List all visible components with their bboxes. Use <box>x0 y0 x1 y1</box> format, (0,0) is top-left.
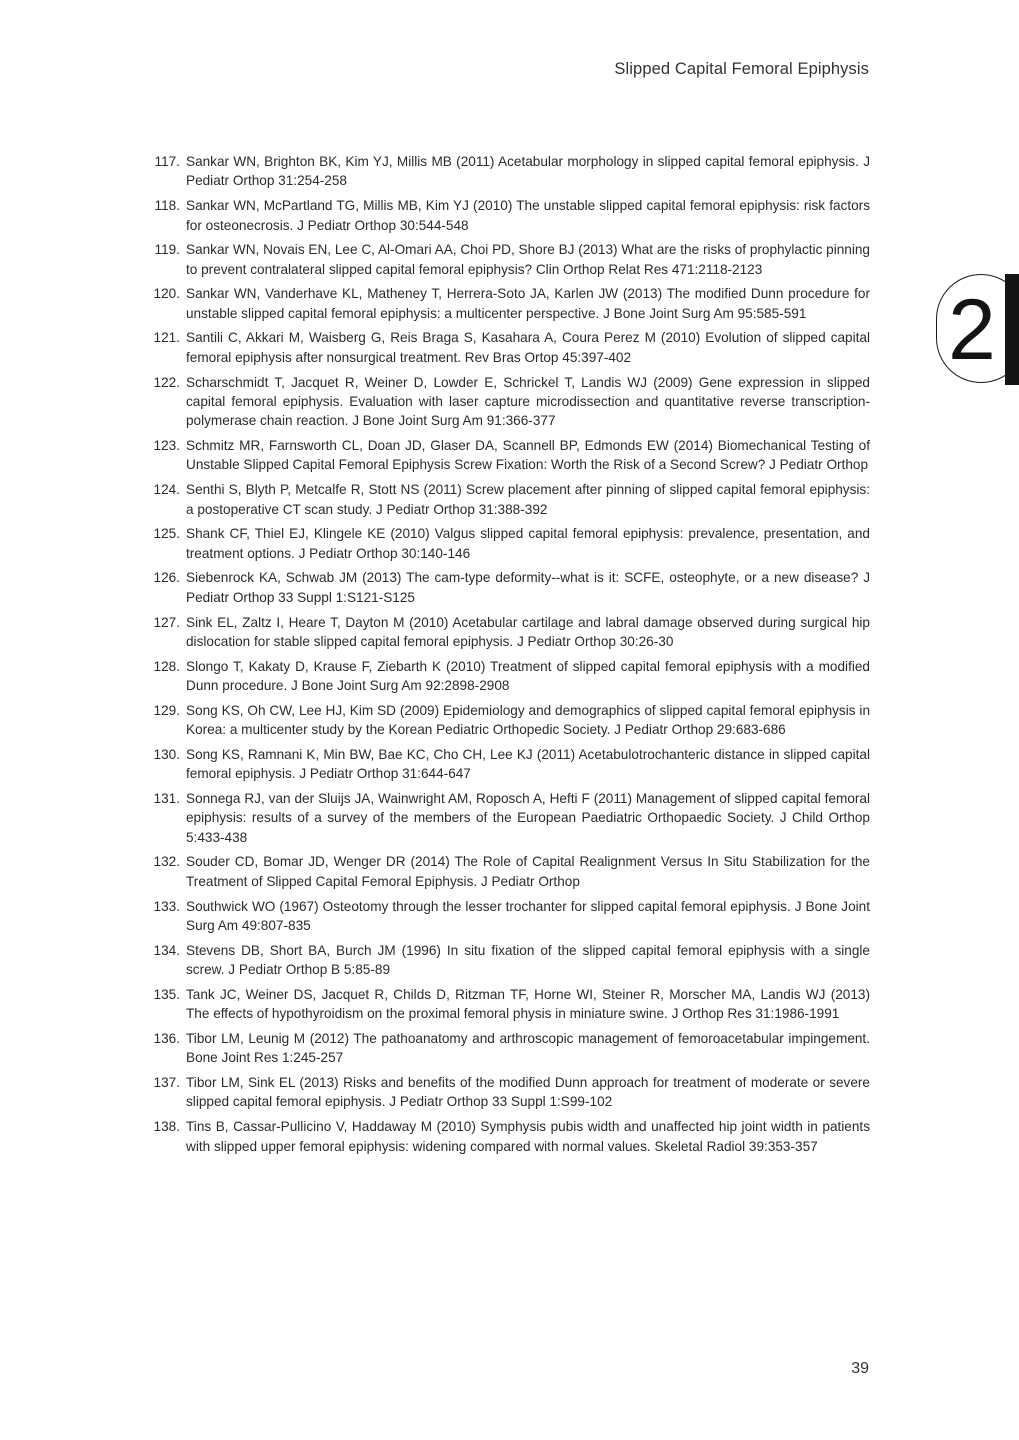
reference-item <box>146 568 870 607</box>
reference-number: 131. <box>153 790 180 806</box>
reference-text: Shank CF, Thiel EJ, Klingele KE (2010) Valgus slipped capital femoral epiphysis: prevalence, presentation, and treatment options. J Pediatr Orthop 30:140-146 <box>186 526 870 561</box>
reference-text: Scharschmidt T, Jacquet R, Weiner D, Lowder E, Schrickel T, Landis WJ (2009) Gene expression in slipped capital femoral epiphysis. Evaluation with laser capture microdissection and quantitative reverse transcription-polymerase chain reaction. J Bone Joint Surg Am 91:366-377 <box>186 374 870 429</box>
reference-item <box>146 524 870 563</box>
reference-item <box>146 328 870 367</box>
reference-number: 128. <box>153 658 180 674</box>
reference-number: 134. <box>153 942 180 958</box>
reference-item <box>146 196 870 235</box>
reference-text: Southwick WO (1967) Osteotomy through the lesser trochanter for slipped capital femoral epiphysis. J Bone Joint Surg Am 49:807-835 <box>186 898 870 933</box>
reference-text: Sink EL, Zaltz I, Heare T, Dayton M (2010) Acetabular cartilage and labral damage observed during surgical hip dislocation for stable slipped capital femoral epiphysis. J Pediatr Orthop 30:26-30 <box>186 614 870 649</box>
reference-text: Song KS, Ramnani K, Min BW, Bae KC, Cho CH, Lee KJ (2011) Acetabulotrochanteric distance in slipped capital femoral epiphysis. J Pediatr Orthop 31:644-647 <box>186 746 870 782</box>
reference-number: 127. <box>153 614 180 630</box>
reference-text: Song KS, Oh CW, Lee HJ, Kim SD (2009) Epidemiology and demographics of slipped capital femoral epiphysis in Korea: a multicenter study by the Korean Pediatric Orthopedic Society. J Pediatr Orthop 29:683-686 <box>186 702 870 738</box>
reference-number: 121. <box>153 330 180 346</box>
reference-number: 124. <box>153 482 180 498</box>
reference-text: Sankar WN, Vanderhave KL, Matheney T, Herrera-Soto JA, Karlen JW (2013) The modified Dunn procedure for unstable slipped capital femoral epiphysis: a multicenter perspective. J Bone Joint Surg Am 95:585-591 <box>186 286 870 321</box>
reference-number: 133. <box>153 898 180 914</box>
reference-item <box>146 701 870 740</box>
reference-number: 119. <box>154 242 180 258</box>
reference-number: 130. <box>153 746 180 762</box>
reference-text: Tibor LM, Leunig M (2012) The pathoanatomy and arthroscopic management of femoroacetabular impingement. Bone Joint Res 1:245-257 <box>186 1030 870 1066</box>
page-number: 39 <box>851 1360 869 1377</box>
chapter-tab-bar <box>1005 274 1019 385</box>
reference-item <box>146 1117 870 1156</box>
reference-item <box>146 1073 870 1112</box>
reference-number: 132. <box>153 854 180 870</box>
reference-number: 117. <box>154 154 180 169</box>
reference-item <box>146 613 870 652</box>
reference-item <box>146 373 870 431</box>
reference-text: Sankar WN, Brighton BK, Kim YJ, Millis MB (2011) Acetabular morphology in slipped capital femoral epiphysis. J Pediatr Orthop 31:254-258 <box>186 154 870 189</box>
reference-item <box>146 657 870 696</box>
reference-item <box>146 789 870 847</box>
reference-number: 122. <box>153 374 180 390</box>
reference-item <box>146 480 870 519</box>
reference-number: 120. <box>153 286 180 302</box>
reference-number: 118. <box>154 198 180 214</box>
reference-item <box>146 745 870 784</box>
running-header: Slipped Capital Femoral Epiphysis <box>614 60 869 78</box>
reference-number: 129. <box>153 702 180 718</box>
reference-number: 136. <box>153 1030 180 1046</box>
reference-list <box>146 152 870 1161</box>
reference-text: Slongo T, Kakaty D, Krause F, Ziebarth K (2010) Treatment of slipped capital femoral epiphysis with a modified Dunn procedure. J Bone Joint Surg Am 92:2898-2908 <box>186 658 870 694</box>
reference-text: Souder CD, Bomar JD, Wenger DR (2014) The Role of Capital Realignment Versus In Situ Stabilization for the Treatment of Slipped Capital Femoral Epiphysis. J Pediatr Orthop <box>186 854 870 889</box>
reference-text: Santili C, Akkari M, Waisberg G, Reis Braga S, Kasahara A, Coura Perez M (2010) Evolution of slipped capital femoral epiphysis after nonsurgical treatment. Rev Bras Ortop 45:397-402 <box>186 330 870 365</box>
reference-item <box>146 1029 870 1068</box>
reference-text: Schmitz MR, Farnsworth CL, Doan JD, Glaser DA, Scannell BP, Edmonds EW (2014) Biomechanical Testing of Unstable Slipped Capital Femoral Epiphysis Screw Fixation: Worth the Risk of a Second Screw? J Pediatr Orthop <box>186 438 870 473</box>
reference-number: 135. <box>153 986 180 1002</box>
reference-number: 123. <box>153 438 180 454</box>
reference-text: Siebenrock KA, Schwab JM (2013) The cam-type deformity--what is it: SCFE, osteophyte, or a new disease? J Pediatr Orthop 33 Suppl 1:S121-S125 <box>186 570 870 605</box>
reference-item <box>146 284 870 323</box>
reference-text: Sonnega RJ, van der Sluijs JA, Wainwright AM, Roposch A, Hefti F (2011) Management of slipped capital femoral epiphysis: results of a survey of the members of the European Paediatric Orthopaedic Society. J Child Orthop 5:433-438 <box>186 790 870 845</box>
reference-text: Stevens DB, Short BA, Burch JM (1996) In situ fixation of the slipped capital femoral epiphysis with a single screw. J Pediatr Orthop B 5:85-89 <box>186 942 870 978</box>
reference-number: 126. <box>153 570 180 586</box>
reference-item <box>146 897 870 936</box>
reference-item <box>146 240 870 279</box>
reference-text: Sankar WN, McPartland TG, Millis MB, Kim YJ (2010) The unstable slipped capital femoral epiphysis: risk factors for osteonecrosis. J Pediatr Orthop 30:544-548 <box>186 198 870 233</box>
reference-item <box>146 436 870 475</box>
reference-text: Tins B, Cassar-Pullicino V, Haddaway M (2010) Symphysis pubis width and unaffected hip joint width in patients with slipped upper femoral epiphysis: widening compared with normal values. Skeletal Radiol 39:353-357 <box>186 1119 870 1154</box>
reference-text: Sankar WN, Novais EN, Lee C, Al-Omari AA, Choi PD, Shore BJ (2013) What are the risks of prophylactic pinning to prevent contralateral slipped capital femoral epiphysis? Clin Orthop Relat Res 471:2118-2123 <box>186 242 870 277</box>
reference-text: Tank JC, Weiner DS, Jacquet R, Childs D, Ritzman TF, Horne WI, Steiner R, Morscher MA, Landis WJ (2013) The effects of hypothyroidism on the proximal femoral physis in miniature swine. J Orthop Res 31:1986-1991 <box>186 986 870 1022</box>
reference-number: 137. <box>153 1075 180 1090</box>
chapter-tab <box>936 274 1019 385</box>
reference-item <box>146 941 870 980</box>
reference-number: 125. <box>153 526 180 542</box>
chapter-number: 2 <box>948 282 996 378</box>
reference-number: 138. <box>153 1119 180 1135</box>
reference-item <box>146 985 870 1024</box>
reference-item <box>146 852 870 891</box>
reference-text: Tibor LM, Sink EL (2013) Risks and benefits of the modified Dunn approach for treatment of moderate or severe slipped capital femoral epiphysis. J Pediatr Orthop 33 Suppl 1:S99-102 <box>186 1075 870 1110</box>
reference-item <box>146 152 870 191</box>
reference-text: Senthi S, Blyth P, Metcalfe R, Stott NS (2011) Screw placement after pinning of slipped capital femoral epiphysis: a postoperative CT scan study. J Pediatr Orthop 31:388-392 <box>186 482 870 517</box>
